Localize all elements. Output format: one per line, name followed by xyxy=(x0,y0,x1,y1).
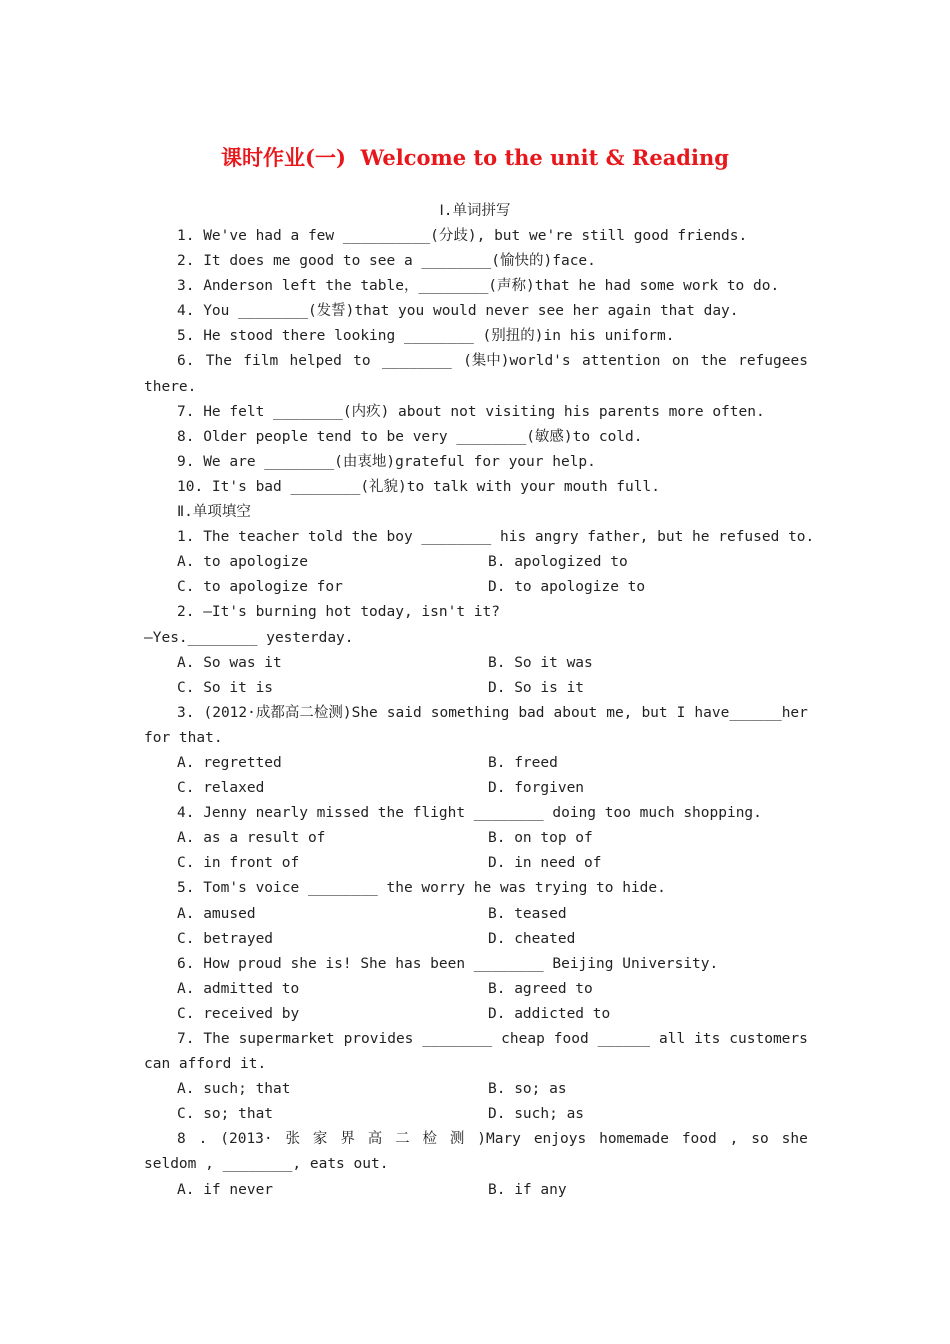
option-b: B. So it was xyxy=(488,654,593,671)
option-a: A. admitted to xyxy=(177,980,300,997)
spelling-item: 1. We've had a few __________(分歧), but we're still good friends. xyxy=(177,228,748,244)
word: she xyxy=(781,1131,808,1148)
option-d: D. in need of xyxy=(488,855,602,872)
word: 3. xyxy=(177,704,195,721)
question-stem-continuation: can afford it. xyxy=(144,1056,267,1073)
option-a: A. as a result of xyxy=(177,830,326,847)
spelling-item-continuation: there. xyxy=(144,378,197,395)
question-stem: 2. —It's burning hot today, isn't it? xyxy=(177,604,501,621)
option-b: B. apologized to xyxy=(488,554,628,571)
option-c: C. to apologize for xyxy=(177,579,343,596)
word: 7. xyxy=(177,1031,195,1047)
word: (2012·成都高二检测)She xyxy=(203,704,378,721)
option-d: D. to apologize to xyxy=(488,579,646,596)
option-d: D. forgiven xyxy=(488,780,585,797)
option-row xyxy=(144,776,808,801)
word: on xyxy=(671,353,690,370)
option-b: B. so; as xyxy=(488,1081,567,1098)
word: , xyxy=(729,1131,739,1148)
option-b: B. freed xyxy=(488,754,558,771)
option-row xyxy=(144,651,808,676)
option-row xyxy=(144,751,808,776)
option-a: A. amused xyxy=(177,905,256,922)
question-stem-justified xyxy=(144,1027,808,1052)
word: 界 xyxy=(340,1131,355,1148)
option-row xyxy=(144,927,808,952)
option-d: D. cheated xyxy=(488,930,576,947)
word: customers xyxy=(729,1031,808,1047)
option-row xyxy=(144,1077,808,1102)
word: 二 xyxy=(395,1131,410,1148)
word: have______her xyxy=(694,704,808,721)
spelling-item-justified xyxy=(144,349,808,374)
spelling-item: 2. It does me good to see a ________(愉快的)face. xyxy=(177,253,596,270)
option-c: C. received by xyxy=(177,1005,300,1022)
option-c: C. so; that xyxy=(177,1106,274,1123)
word: food xyxy=(681,1131,717,1148)
option-row xyxy=(144,575,808,600)
word: ________ xyxy=(422,1031,493,1047)
word: )Mary xyxy=(477,1131,521,1148)
word: its xyxy=(694,1031,721,1047)
word: said xyxy=(386,704,422,721)
question-stem: 4. Jenny nearly missed the flight ________ doing too much shopping. xyxy=(177,805,762,822)
option-d: D. So is it xyxy=(488,679,585,696)
page-title: 课时作业(一) Welcome to the unit & Reading xyxy=(221,145,729,170)
word: attention xyxy=(581,353,661,370)
option-row xyxy=(144,902,808,927)
word: to xyxy=(353,353,371,370)
option-row xyxy=(144,826,808,851)
question-stem-continuation: seldom , ________, eats out. xyxy=(144,1156,389,1173)
word: 6. xyxy=(177,353,195,370)
option-c: C. in front of xyxy=(177,855,300,872)
word: The xyxy=(205,353,232,370)
spelling-item: 3. Anderson left the table，________(声称)that he had some work to do. xyxy=(177,278,780,295)
section-heading-spelling: Ⅰ.单词拼写 xyxy=(439,203,511,219)
word: . xyxy=(198,1131,208,1148)
word: enjoys xyxy=(533,1131,587,1148)
spelling-item: 7. He felt ________(内疚) about not visiting his parents more often. xyxy=(177,403,765,420)
option-a: A. to apologize xyxy=(177,554,308,571)
option-c: C. betrayed xyxy=(177,930,274,947)
option-row xyxy=(144,851,808,876)
option-a: A. regretted xyxy=(177,754,282,771)
word: helped xyxy=(289,353,342,370)
word: so xyxy=(751,1131,769,1148)
word: ________ xyxy=(381,353,452,370)
spelling-item: 8. Older people tend to be very ________(敏感)to cold. xyxy=(177,428,643,445)
option-c: C. So it is xyxy=(177,679,274,696)
word: me, xyxy=(606,704,633,721)
spelling-item: 10. It's bad ________(礼貌)to talk with your mouth full. xyxy=(177,478,660,495)
word: supermarket xyxy=(238,1031,335,1047)
section-heading-choice: Ⅱ.单项填空 xyxy=(177,504,251,521)
word: (2013· xyxy=(220,1131,273,1148)
question-stem: 1. The teacher told the boy ________ his angry father, but he refused to. xyxy=(177,529,815,546)
word: something xyxy=(430,704,510,721)
word: The xyxy=(203,1031,230,1047)
option-row xyxy=(144,1002,808,1027)
word: homemade xyxy=(599,1131,669,1148)
word: refugees xyxy=(738,353,808,370)
word: 检 xyxy=(422,1131,437,1148)
option-b: B. teased xyxy=(488,905,567,922)
option-a: A. if never xyxy=(177,1181,274,1198)
option-a: A. such; that xyxy=(177,1081,291,1098)
word: ______ xyxy=(597,1031,651,1047)
spelling-item: 4. You ________(发誓)that you would never see her again that day. xyxy=(177,303,739,320)
document-body xyxy=(144,224,815,1203)
word: bad xyxy=(518,704,545,721)
word: the xyxy=(700,353,727,370)
word: 测 xyxy=(449,1131,465,1148)
word: about xyxy=(553,704,598,721)
word: I xyxy=(676,704,686,721)
option-row xyxy=(144,1102,808,1127)
option-row xyxy=(144,676,808,701)
word: but xyxy=(641,704,668,721)
option-d: D. addicted to xyxy=(488,1005,611,1022)
option-a: A. So was it xyxy=(177,654,282,671)
word: (集中)world's xyxy=(463,353,571,370)
question-stem-justified xyxy=(144,701,808,726)
question-stem: 6. How proud she is! She has been ________ Beijing University. xyxy=(177,955,719,972)
option-d: D. such; as xyxy=(488,1106,585,1123)
word: film xyxy=(243,353,279,370)
question-stem: 5. Tom's voice ________ the worry he was trying to hide. xyxy=(177,880,666,897)
option-b: B. on top of xyxy=(488,830,593,847)
spelling-item: 9. We are ________(由衷地)grateful for your help. xyxy=(177,453,596,470)
option-row xyxy=(144,1178,808,1203)
option-c: C. relaxed xyxy=(177,780,265,797)
question-stem-justified xyxy=(144,1127,808,1152)
word: 高 xyxy=(367,1131,383,1148)
word: provides xyxy=(343,1031,414,1047)
word: cheap xyxy=(501,1031,545,1047)
question-stem-continuation: for that. xyxy=(144,729,223,746)
option-b: B. if any xyxy=(488,1181,567,1198)
word: 家 xyxy=(312,1131,328,1148)
option-b: B. agreed to xyxy=(488,980,593,997)
word: food xyxy=(553,1031,589,1047)
question-stem-continuation: —Yes.________ yesterday. xyxy=(144,629,354,646)
word: 张 xyxy=(285,1131,301,1148)
option-row xyxy=(144,550,808,575)
option-row xyxy=(144,977,808,1002)
word: all xyxy=(658,1031,686,1047)
spelling-item: 5. He stood there looking ________ (别扭的)in his uniform. xyxy=(177,328,675,345)
word: 8 xyxy=(177,1131,186,1148)
